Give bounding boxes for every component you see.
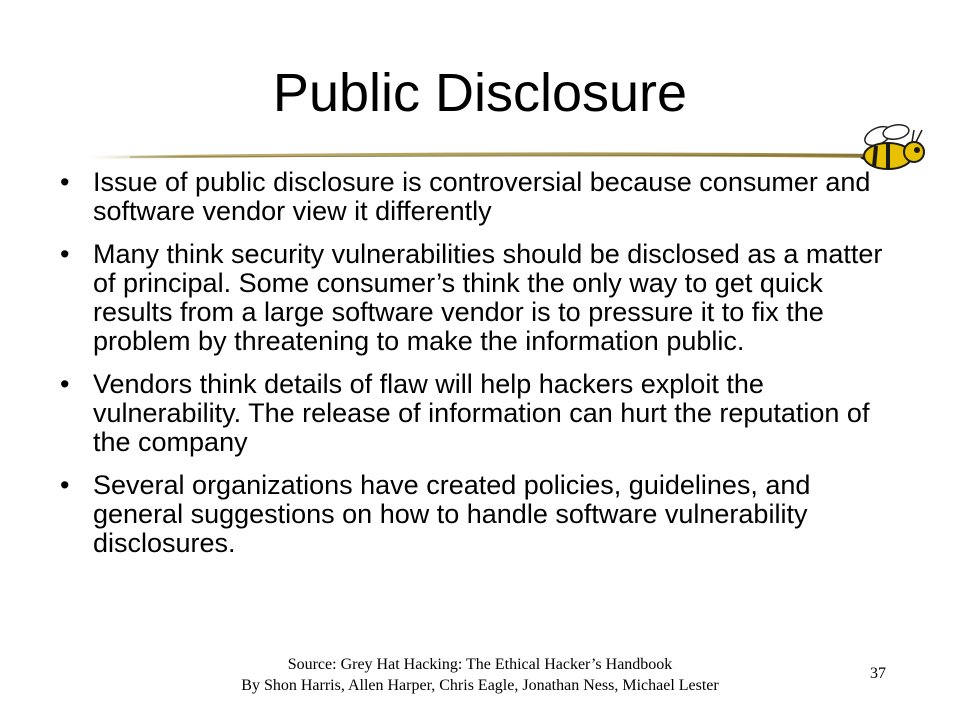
bullet-text: Several organizations have created policies, guidelines, and general suggestions on how to handle software vulnerability disclosures.	[93, 470, 811, 558]
title-underline-rule	[90, 148, 890, 162]
bullet-item	[60, 471, 900, 558]
bullet-list	[60, 168, 900, 572]
bullet-text: Issue of public disclosure is controversial because consumer and software vendor view it differently	[93, 167, 871, 226]
bullet-marker: •	[60, 369, 70, 399]
source-line-authors: By Shon Harris, Allen Harper, Chris Eagle, Jonathan Ness, Michael Lester	[241, 677, 719, 694]
bullet-marker: •	[60, 239, 70, 269]
bullet-text: Many think security vulnerabilities should be disclosed as a matter of principal. Some consumer’s think the only way to get quick results from a large software vendor is to pressure it to fix the problem by threatening to make the information public.	[93, 239, 883, 356]
page-number: 37	[870, 665, 886, 682]
bullet-item	[60, 168, 900, 226]
bullet-item	[60, 370, 900, 457]
bullet-text: Vendors think details of flaw will help hackers exploit the vulnerability. The release of information can hurt the reputation of the company	[93, 369, 870, 457]
bullet-marker: •	[60, 167, 70, 197]
bullet-marker: •	[60, 470, 70, 500]
source-line-title: Source: Grey Hat Hacking: The Ethical Hacker’s Handbook	[287, 656, 673, 673]
bullet-item	[60, 240, 900, 356]
source-citation	[130, 654, 830, 696]
slide-title: Public Disclosure	[272, 63, 688, 123]
